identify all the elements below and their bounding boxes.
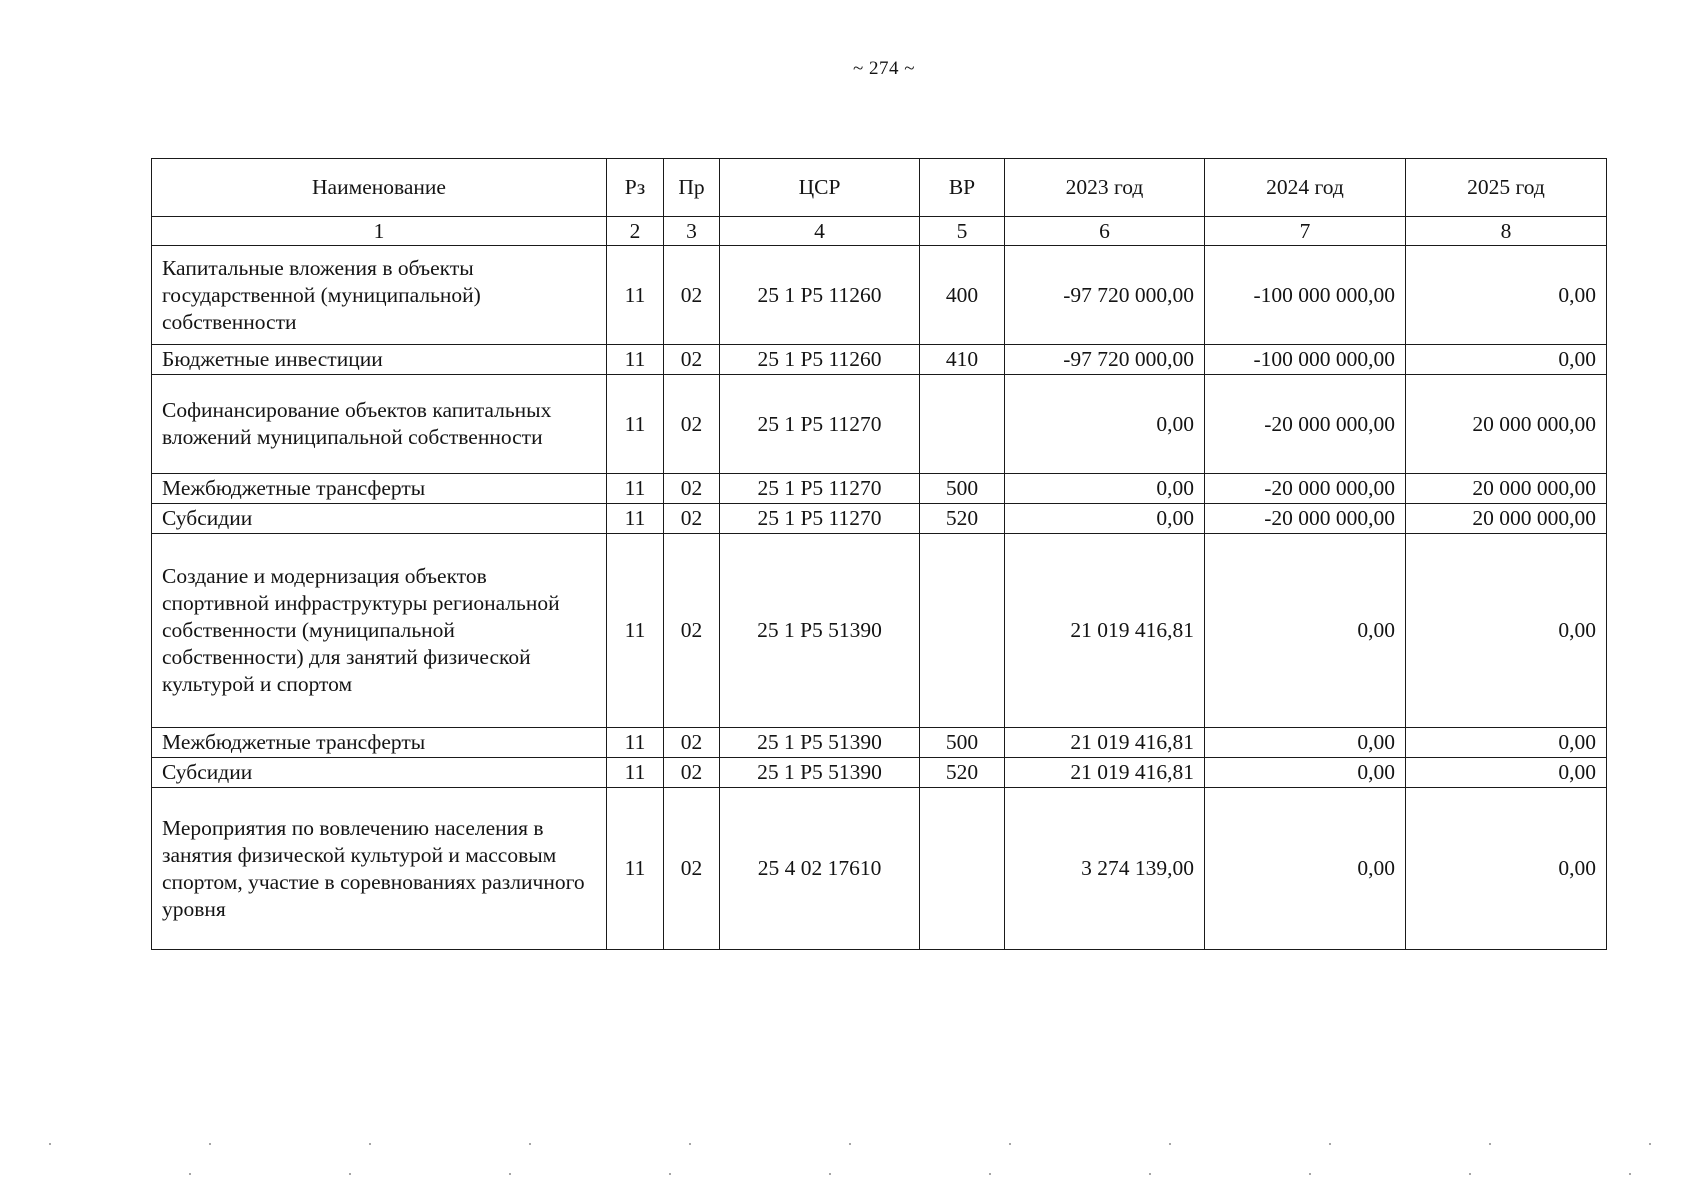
cell-rz: 11 — [607, 788, 664, 950]
cell-vr: 520 — [920, 758, 1005, 788]
header-name: Наименование — [152, 159, 607, 217]
cell-rz: 11 — [607, 345, 664, 375]
cell-2024: -20 000 000,00 — [1205, 375, 1406, 474]
table-row — [152, 504, 1607, 534]
cell-name: Бюджетные инвестиции — [152, 345, 607, 375]
table-row — [152, 474, 1607, 504]
cell-2023: -97 720 000,00 — [1005, 246, 1205, 345]
table-row — [152, 246, 1607, 345]
table-row — [152, 375, 1607, 474]
cell-name: Капитальные вложения в объекты государственной (муниципальной) собственности — [152, 246, 607, 345]
cell-2025: 0,00 — [1406, 345, 1607, 375]
cell-2023: 21 019 416,81 — [1005, 758, 1205, 788]
cell-2023: -97 720 000,00 — [1005, 345, 1205, 375]
cell-2024: 0,00 — [1205, 534, 1406, 728]
cell-rz: 11 — [607, 728, 664, 758]
table-row — [152, 788, 1607, 950]
cell-pr: 02 — [664, 534, 720, 728]
cell-2023: 0,00 — [1005, 474, 1205, 504]
cell-2024: 0,00 — [1205, 728, 1406, 758]
cell-2024: -100 000 000,00 — [1205, 246, 1406, 345]
cell-name: Софинансирование объектов капитальных вложений муниципальной собственности — [152, 375, 607, 474]
cell-rz: 11 — [607, 758, 664, 788]
column-number: 8 — [1406, 217, 1607, 246]
table-row — [152, 345, 1607, 375]
page-number: ~ 274 ~ — [852, 58, 916, 79]
cell-2023: 0,00 — [1005, 375, 1205, 474]
cell-2023: 21 019 416,81 — [1005, 534, 1205, 728]
cell-pr: 02 — [664, 474, 720, 504]
cell-rz: 11 — [607, 246, 664, 345]
column-number: 6 — [1005, 217, 1205, 246]
cell-vr: 410 — [920, 345, 1005, 375]
cell-2024: -20 000 000,00 — [1205, 504, 1406, 534]
column-number-row — [152, 217, 1607, 246]
cell-csr: 25 1 Р5 51390 — [720, 728, 920, 758]
cell-pr: 02 — [664, 375, 720, 474]
header-2023: 2023 год — [1005, 159, 1205, 217]
cell-2024: -100 000 000,00 — [1205, 345, 1406, 375]
cell-csr: 25 1 Р5 51390 — [720, 758, 920, 788]
column-number: 4 — [720, 217, 920, 246]
cell-name: Создание и модернизация объектов спортивной инфраструктуры региональной собственности (муниципальной собственности) для занятий физической культурой и спортом — [152, 534, 607, 728]
cell-2024: 0,00 — [1205, 758, 1406, 788]
cell-pr: 02 — [664, 728, 720, 758]
cell-name: Межбюджетные трансферты — [152, 474, 607, 504]
cell-2025: 0,00 — [1406, 788, 1607, 950]
cell-pr: 02 — [664, 345, 720, 375]
column-number: 3 — [664, 217, 720, 246]
table-row — [152, 728, 1607, 758]
cell-vr: 500 — [920, 728, 1005, 758]
column-number: 7 — [1205, 217, 1406, 246]
cell-csr: 25 4 02 17610 — [720, 788, 920, 950]
cell-2024: 0,00 — [1205, 788, 1406, 950]
cell-2025: 0,00 — [1406, 534, 1607, 728]
cell-vr: 400 — [920, 246, 1005, 345]
column-number: 5 — [920, 217, 1005, 246]
header-csr: ЦСР — [720, 159, 920, 217]
cell-2025: 0,00 — [1406, 246, 1607, 345]
cell-csr: 25 1 Р5 11260 — [720, 246, 920, 345]
cell-2023: 21 019 416,81 — [1005, 728, 1205, 758]
header-pr: Пр — [664, 159, 720, 217]
cell-csr: 25 1 Р5 11270 — [720, 474, 920, 504]
cell-name: Мероприятия по вовлечению населения в занятия физической культурой и массовым спортом, участие в соревнованиях различного уровня — [152, 788, 607, 950]
header-vr: ВР — [920, 159, 1005, 217]
cell-vr: 520 — [920, 504, 1005, 534]
cell-2023: 3 274 139,00 — [1005, 788, 1205, 950]
cell-2025: 0,00 — [1406, 728, 1607, 758]
cell-2024: -20 000 000,00 — [1205, 474, 1406, 504]
cell-csr: 25 1 Р5 11260 — [720, 345, 920, 375]
budget-table — [151, 158, 1607, 950]
cell-rz: 11 — [607, 504, 664, 534]
cell-rz: 11 — [607, 474, 664, 504]
header-rz: Рз — [607, 159, 664, 217]
table-row — [152, 758, 1607, 788]
cell-csr: 25 1 Р5 11270 — [720, 504, 920, 534]
cell-pr: 02 — [664, 246, 720, 345]
column-number: 2 — [607, 217, 664, 246]
cell-vr — [920, 788, 1005, 950]
table-row — [152, 534, 1607, 728]
cell-2025: 0,00 — [1406, 758, 1607, 788]
cell-rz: 11 — [607, 375, 664, 474]
header-2024: 2024 год — [1205, 159, 1406, 217]
cell-2023: 0,00 — [1005, 504, 1205, 534]
cell-vr — [920, 534, 1005, 728]
column-number: 1 — [152, 217, 607, 246]
cell-csr: 25 1 Р5 11270 — [720, 375, 920, 474]
cell-2025: 20 000 000,00 — [1406, 474, 1607, 504]
cell-name: Межбюджетные трансферты — [152, 728, 607, 758]
header-row — [152, 159, 1607, 217]
cell-pr: 02 — [664, 504, 720, 534]
cell-pr: 02 — [664, 788, 720, 950]
header-2025: 2025 год — [1406, 159, 1607, 217]
cell-rz: 11 — [607, 534, 664, 728]
scan-specks — [0, 1140, 1698, 1200]
cell-name: Субсидии — [152, 504, 607, 534]
cell-2025: 20 000 000,00 — [1406, 375, 1607, 474]
cell-pr: 02 — [664, 758, 720, 788]
cell-vr — [920, 375, 1005, 474]
cell-2025: 20 000 000,00 — [1406, 504, 1607, 534]
cell-csr: 25 1 Р5 51390 — [720, 534, 920, 728]
cell-vr: 500 — [920, 474, 1005, 504]
cell-name: Субсидии — [152, 758, 607, 788]
